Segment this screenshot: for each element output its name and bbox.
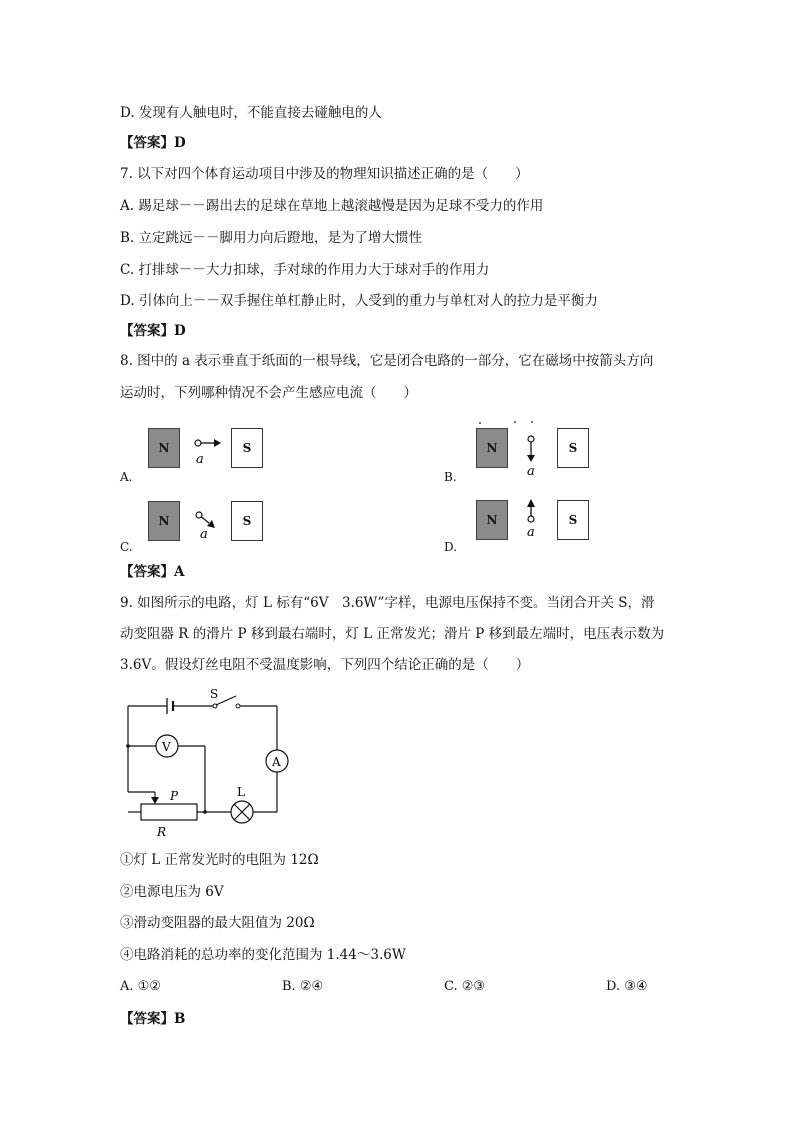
north-pole: N [476, 428, 508, 468]
q9-stem-line2: 动变阻器 R 的滑片 P 移到最右端时，灯 L 正常发光；滑片 P 移到最左端时，电压表示数为 [120, 626, 665, 642]
wire-label: a [527, 464, 535, 477]
q8-stem-line2: 运动时，下列哪种情况不会产生感应电流（ ） [120, 385, 417, 401]
slider-arrow-icon [151, 797, 159, 804]
q9-choice-a: A. ①② [120, 979, 161, 994]
wire-arrow-down-icon [520, 433, 550, 477]
figure-label: D. [444, 540, 458, 554]
wire-arrow-diagonal-icon [192, 508, 228, 542]
figure-label: C. [120, 540, 133, 554]
ammeter-label: A [272, 755, 281, 769]
scan-dots-icon [470, 418, 590, 428]
north-pole: N [476, 500, 508, 540]
wire-arrow-right-icon [190, 435, 226, 469]
south-pole: S [231, 428, 263, 468]
q9-stem-line3: 3.6V。假设灯丝电阻不受温度影响，下列四个结论正确的是（ ） [120, 657, 530, 673]
q6-option-d: D. 发现有人触电时，不能直接去碰触电的人 [120, 105, 382, 121]
circuit-diagram [115, 686, 295, 836]
q7-answer: 【答案】D [120, 323, 186, 339]
south-pole: S [557, 428, 589, 468]
north-pole: N [148, 428, 180, 468]
south-pole: S [231, 501, 263, 541]
q9-choice-d: D. ③④ [606, 979, 648, 994]
q7-option-a: A. 踢足球－－踢出去的足球在草地上越滚越慢是因为足球不受力的作用 [120, 198, 544, 214]
south-pole: S [557, 500, 589, 540]
rheostat-icon [141, 804, 197, 820]
q9-statement-2: ②电源电压为 6V [120, 884, 224, 900]
switch-contact [236, 704, 240, 708]
q9-answer: 【答案】B [120, 1011, 186, 1027]
voltmeter-label: V [162, 740, 171, 754]
north-pole: N [148, 501, 180, 541]
rheostat-label: R [157, 825, 167, 836]
q7-option-d: D. 引体向上－－双手握住单杠静止时，人受到的重力与单杠对人的拉力是平衡力 [120, 293, 598, 309]
q9-statement-3: ③滑动变阻器的最大阻值为 20Ω [120, 915, 315, 931]
switch-blade [216, 696, 236, 705]
q8-answer: 【答案】A [120, 564, 185, 580]
q9-statement-1: ①灯 L 正常发光时的电阻为 12Ω [120, 852, 319, 868]
q7-stem: 7. 以下对四个体育运动项目中涉及的物理知识描述正确的是（ ） [120, 166, 529, 182]
lamp-label: L [237, 785, 245, 799]
wire-arrow-up-icon [520, 497, 550, 541]
q9-choice-b: B. ②④ [282, 979, 324, 994]
wire-label: a [200, 527, 208, 542]
figure-label: A. [120, 470, 133, 484]
slider-label: P [170, 789, 179, 803]
q9-statement-4: ④电路消耗的总功率的变化范围为 1.44～3.6W [120, 947, 406, 963]
wire-label: a [527, 525, 535, 540]
q7-option-c: C. 打排球－－大力扣球，手对球的作用力大于球对手的作用力 [120, 262, 490, 278]
switch-label: S [210, 687, 219, 701]
figure-label: B. [444, 470, 457, 484]
q9-stem-line1: 9. 如图所示的电路，灯 L 标有“6V 3.6W”字样，电源电压保持不变。当闭合开关 S，滑 [120, 595, 655, 611]
q9-choice-c: C. ②③ [444, 979, 486, 994]
wire-label: a [196, 452, 204, 467]
q6-answer: 【答案】D [120, 135, 186, 151]
q8-stem-line1: 8. 图中的 a 表示垂直于纸面的一根导线，它是闭合电路的一部分，它在磁场中按箭头方向 [120, 353, 654, 369]
q7-option-b: B. 立定跳远－－脚用力向后蹬地，是为了增大惯性 [120, 230, 423, 246]
